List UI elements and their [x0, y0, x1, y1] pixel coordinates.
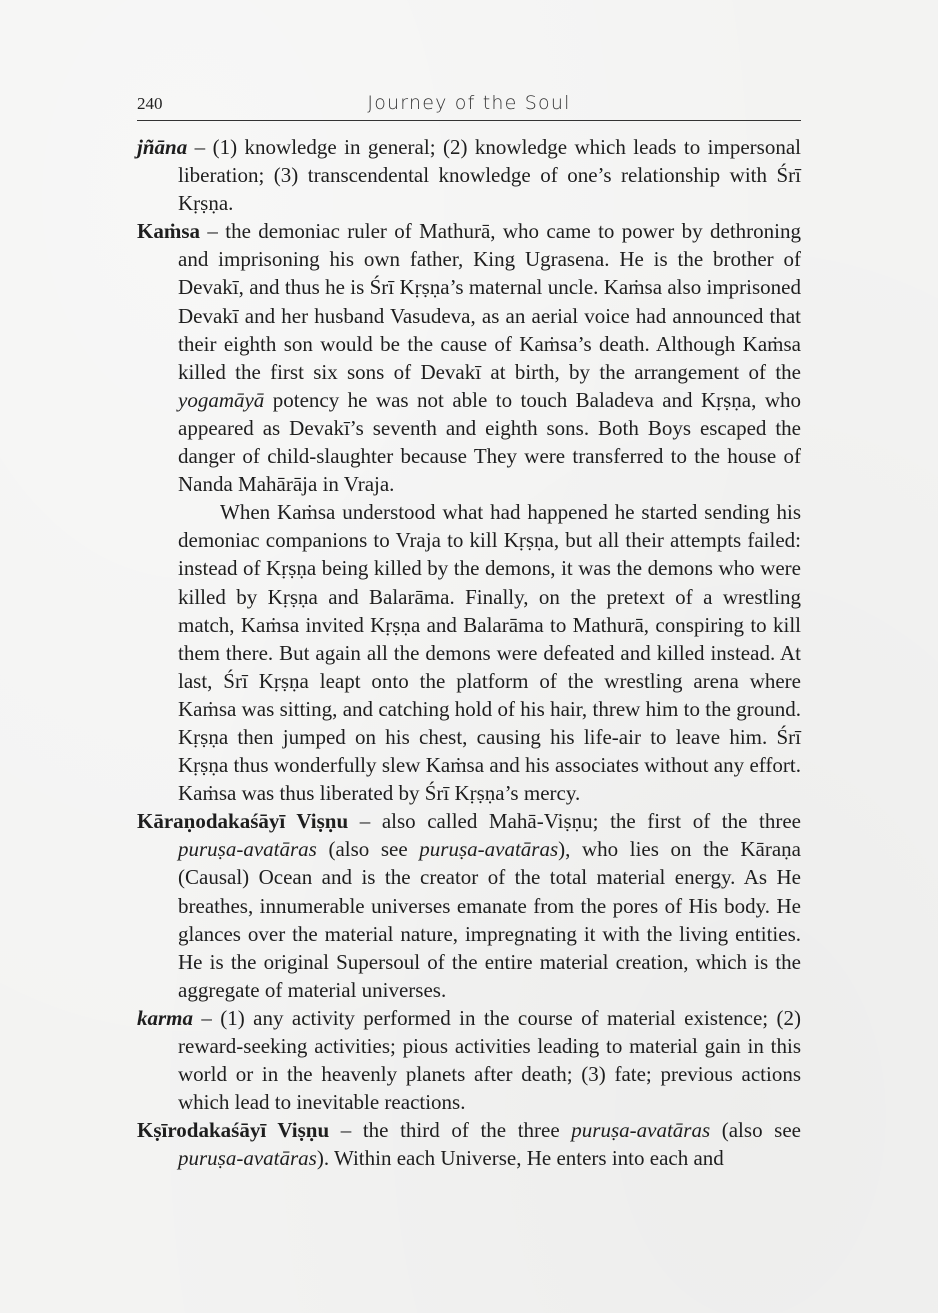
definition-text: – the third of the three: [329, 1118, 572, 1143]
definition-text-italic: puruṣa-avatāras: [419, 837, 559, 862]
definition-text: ), who lies on the Kāraṇa (Causal) Ocean and is the creator of the total material energy. As He breathes, innumerable universes emanate from the pores of His body. He glances over the material nature, impregnating it with the living entities. He is the original Supersoul of the entire material creation, which is the aggregate of material universes.: [178, 837, 801, 1002]
definition-text-italic: puruṣa-avatāras: [178, 1146, 317, 1171]
definition-text: – (1) knowledge in general; (2) knowledge which leads to impersonal liberation; (3) transcendental knowledge of one’s relationship with Śrī Kṛṣṇa.: [178, 135, 801, 216]
definition-text-italic: puruṣa-avatāras: [178, 837, 317, 862]
glossary-entry-karma: [137, 1004, 801, 1116]
definition-text: – also called Mahā-Viṣṇu; the first of the three: [348, 809, 801, 834]
definition-text-italic: puruṣa-avatāras: [571, 1118, 711, 1143]
page-number: 240: [137, 94, 163, 113]
definition-text: – (1) any activity performed in the course of material existence; (2) reward-seeking activities; pious activities leading to material gain in this world or in the heavenly planets after death; (3) fate; previous actions which lead to inevitable reactions.: [178, 1005, 801, 1115]
page-header: [137, 88, 801, 121]
definition-text: (also see: [316, 837, 420, 862]
definition-text: – the demoniac ruler of Mathurā, who came to power by dethroning and imprisoning his own father, King Ugrasena. He is the brother of Devakī, and thus he is Śrī Kṛṣṇa’s maternal uncle. Kaṁsa also imprisoned Devakī and her husband Vasudeva, as an aerial voice had announced that their eighth son would be the cause of Kaṁsa’s death. Although Kaṁsa killed the first six sons of Devakī at birth, by the arrangement of the: [178, 219, 801, 384]
glossary-term: Kṣīrodakaśāyī Viṣṇu: [137, 1118, 330, 1143]
glossary-entry-jnana: [137, 133, 801, 217]
running-title: Journey of the Soul: [367, 92, 571, 114]
glossary-content: [137, 133, 801, 1172]
definition-text-italic: yogamāyā: [178, 387, 265, 412]
definition-text: potency he was not able to touch Baladeva and Kṛṣṇa, who appeared as Devakī’s seventh and eighth sons. Both Boys escaped the danger of child-slaughter because They were transferred to the house of Nanda Mahārāja in Vraja.: [178, 387, 801, 497]
definition-text: (also see: [710, 1118, 801, 1143]
glossary-term: Kāraṇodakaśāyī Viṣṇu: [137, 809, 349, 834]
glossary-entry-continuation: When Kaṁsa understood what had happened he started sending his demoniac companions to Vraja to kill Kṛṣṇa, but all their attempts failed: instead of Kṛṣṇa being killed by the demons, it was the demons who were killed by Kṛṣṇa and Balarāma. Finally, on the pretext of a wrestling match, Kaṁsa invited Kṛṣṇa and Balarāma to Mathurā, conspiring to kill them there. But again all the demons were defeated and killed instead. At last, Śrī Kṛṣṇa leapt onto the platform of the wrestling arena where Kaṁsa was sitting, and catching hold of his hair, threw him to the ground. Kṛṣṇa then jumped on his chest, causing his life-air to leave him. Śrī Kṛṣṇa thus wonderfully slew Kaṁsa and his associates without any effort. Kaṁsa was thus liberated by Śrī Kṛṣṇa’s mercy.: [178, 500, 801, 806]
glossary-term: jñāna: [137, 135, 188, 159]
glossary-entry-karanodakasayi-visnu: [137, 807, 801, 1004]
glossary-term: karma: [137, 1005, 194, 1030]
glossary-term: Kaṁsa: [137, 219, 200, 244]
glossary-entry-ksirodakasayi-visnu: [137, 1116, 801, 1172]
glossary-entry-kamsa: [137, 217, 801, 498]
definition-text: ). Within each Universe, He enters into each and: [316, 1146, 724, 1171]
